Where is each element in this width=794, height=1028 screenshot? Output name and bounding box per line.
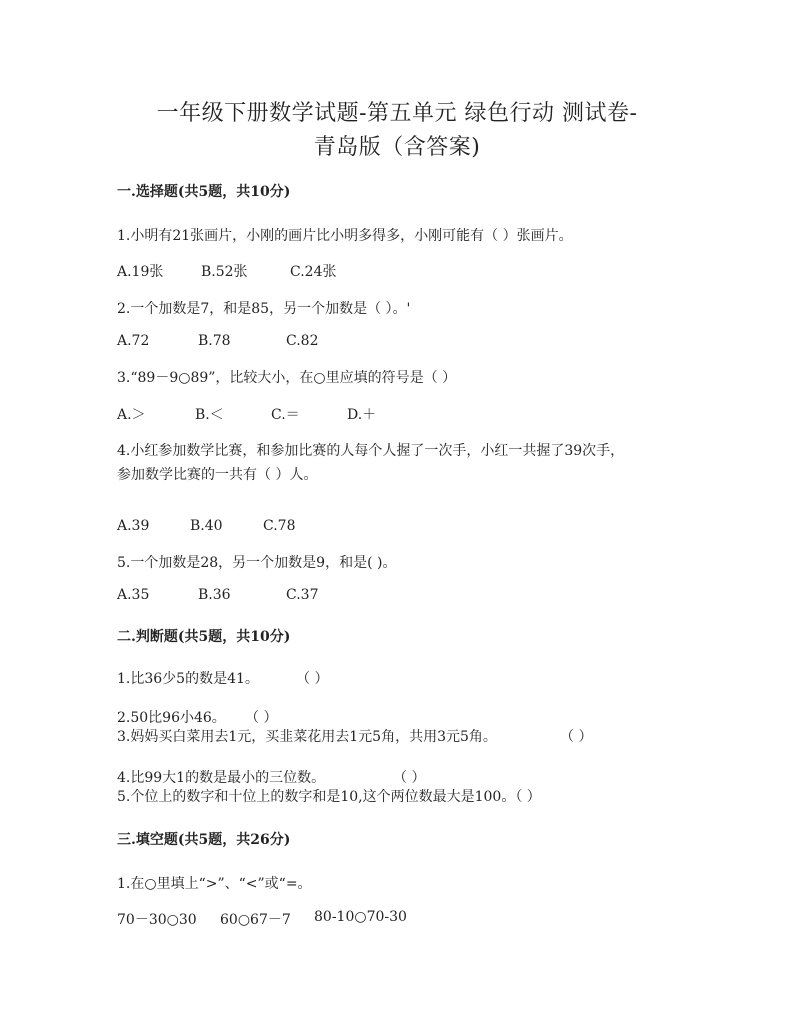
option-1-1-c: C.24张 [290, 264, 337, 280]
option-1-4-b: B.40 [190, 518, 223, 534]
question-1-4-line-1: 4.小红参加数学比赛，和参加比赛的人每个人握了一次手，小红一共握了39次手， [117, 443, 625, 459]
question-2-2: 2.50比96小46。 [117, 710, 226, 726]
answer-bracket-2-3: （ ） [560, 729, 593, 745]
question-2-4: 4.比99大1的数是最小的三位数。 [117, 770, 326, 786]
question-3-1: 1.在○里填上“>”、“<”或“=。 [117, 876, 312, 892]
answer-bracket-2-1: （ ） [296, 671, 329, 687]
option-1-4-a: A.39 [117, 518, 150, 534]
option-1-2-c: C.82 [286, 333, 319, 349]
answer-bracket-2-4: （ ） [393, 770, 426, 786]
option-1-1-a: A.19张 [117, 264, 164, 280]
fill-item-3-1-a: 70－30○30 [117, 912, 197, 928]
question-1-4-line-2: 参加数学比赛的一共有（ ）人。 [117, 467, 318, 483]
title-line-1: 一年级下册数学试题-第五单元 绿色行动 测试卷- [156, 101, 638, 126]
question-1-1: 1.小明有21张画片，小刚的画片比小明多得多，小刚可能有（ ）张画片。 [117, 228, 573, 244]
question-1-3: 3.“89－9○89”，比较大小，在○里应填的符号是（ ） [117, 370, 457, 386]
option-1-5-c: C.37 [286, 587, 319, 603]
title-line-2: 青岛版（含答案) [313, 135, 481, 160]
option-1-5-a: A.35 [117, 587, 150, 603]
question-2-3: 3.妈妈买白菜用去1元，买韭菜花用去1元5角，共用3元5角。 [117, 729, 497, 745]
option-1-5-b: B.36 [198, 587, 231, 603]
section-heading-fill-in: 三.填空题(共5题，共26分) [117, 832, 291, 848]
question-1-5: 5.一个加数是28，另一个加数是9，和是( )。 [117, 555, 397, 571]
answer-bracket-2-2: （ ） [245, 710, 278, 726]
option-1-2-b: B.78 [198, 333, 231, 349]
question-2-5: 5.个位上的数字和十位上的数字和是10,这个两位数最大是100。（ ） [117, 789, 541, 805]
section-heading-choice: 一.选择题(共5题，共10分) [117, 184, 291, 200]
question-2-1: 1.比36少5的数是41。 [117, 671, 259, 687]
option-1-1-b: B.52张 [201, 264, 248, 280]
option-1-4-c: C.78 [263, 518, 296, 534]
option-1-3-d: D.＋ [347, 407, 377, 423]
option-1-3-c: C.＝ [271, 407, 300, 423]
option-1-3-b: B.＜ [195, 407, 224, 423]
question-1-2: 2.一个加数是7，和是85，另一个加数是（ ）。' [117, 301, 411, 317]
section-heading-judgment: 二.判断题(共5题，共10分) [117, 629, 291, 645]
fill-item-3-1-b: 60○67－7 [220, 912, 291, 928]
fill-item-3-1-c: 80-10○70-30 [314, 909, 407, 925]
option-1-2-a: A.72 [117, 333, 150, 349]
option-1-3-a: A.＞ [117, 407, 146, 423]
